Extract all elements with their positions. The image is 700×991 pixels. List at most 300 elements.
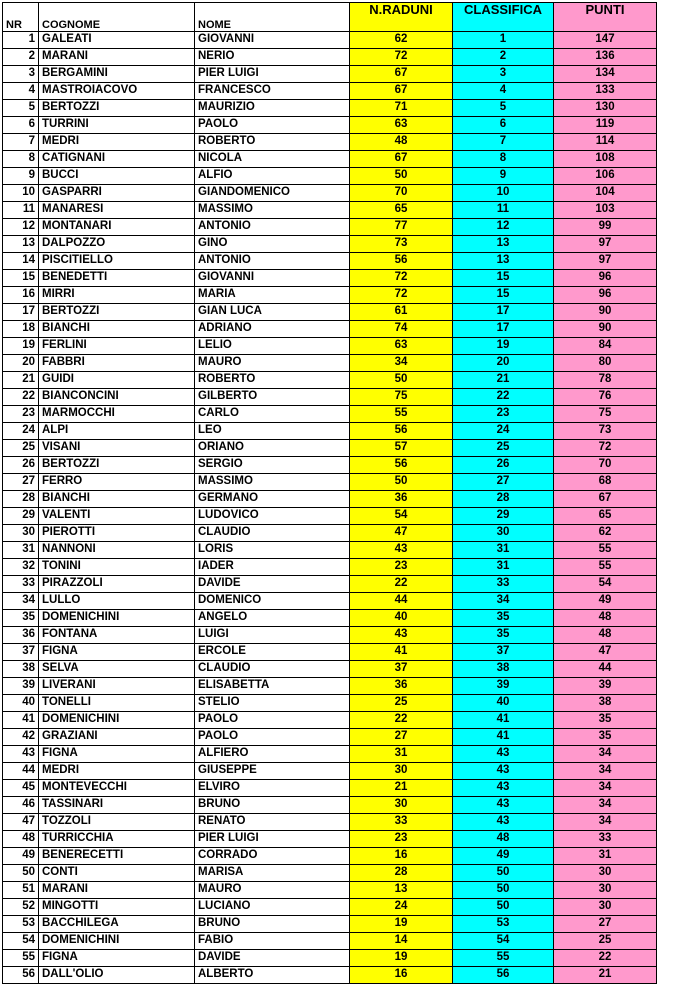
cell-raduni: 54 [350, 508, 453, 525]
cell-punti: 80 [554, 355, 657, 372]
cell-nome: ANGELO [195, 610, 350, 627]
cell-raduni: 62 [350, 32, 453, 49]
cell-punti: 97 [554, 253, 657, 270]
cell-nome: ANTONIO [195, 219, 350, 236]
cell-classifica: 31 [453, 559, 554, 576]
cell-cognome: PIEROTTI [39, 525, 195, 542]
cell-classifica: 6 [453, 117, 554, 134]
table-row [3, 202, 657, 219]
cell-nr: 41 [3, 712, 39, 729]
cell-nr: 21 [3, 372, 39, 389]
cell-nr: 52 [3, 899, 39, 916]
cell-nr: 24 [3, 423, 39, 440]
cell-raduni: 56 [350, 457, 453, 474]
cell-raduni: 28 [350, 865, 453, 882]
cell-nome: FRANCESCO [195, 83, 350, 100]
cell-punti: 96 [554, 287, 657, 304]
cell-nr: 33 [3, 576, 39, 593]
table-row [3, 185, 657, 202]
cell-nome: RENATO [195, 814, 350, 831]
cell-nome: DAVIDE [195, 950, 350, 967]
cell-nr: 27 [3, 474, 39, 491]
cell-nr: 51 [3, 882, 39, 899]
cell-raduni: 61 [350, 304, 453, 321]
cell-cognome: TURRINI [39, 117, 195, 134]
cell-punti: 147 [554, 32, 657, 49]
cell-punti: 31 [554, 848, 657, 865]
cell-cognome: BENERECETTI [39, 848, 195, 865]
cell-classifica: 15 [453, 270, 554, 287]
cell-cognome: BIANCONCINI [39, 389, 195, 406]
cell-raduni: 67 [350, 83, 453, 100]
cell-classifica: 43 [453, 763, 554, 780]
table-row [3, 882, 657, 899]
cell-raduni: 22 [350, 712, 453, 729]
cell-classifica: 12 [453, 219, 554, 236]
header-punti: PUNTI [554, 3, 657, 32]
cell-cognome: PISCITIELLO [39, 253, 195, 270]
table-row [3, 457, 657, 474]
cell-nome: GERMANO [195, 491, 350, 508]
table-row [3, 508, 657, 525]
cell-raduni: 34 [350, 355, 453, 372]
cell-nome: BRUNO [195, 916, 350, 933]
cell-nr: 9 [3, 168, 39, 185]
table-row [3, 542, 657, 559]
table-row [3, 848, 657, 865]
cell-cognome: MONTANARI [39, 219, 195, 236]
cell-classifica: 33 [453, 576, 554, 593]
cell-nome: LUDOVICO [195, 508, 350, 525]
cell-punti: 35 [554, 729, 657, 746]
cell-raduni: 55 [350, 406, 453, 423]
cell-nr: 3 [3, 66, 39, 83]
cell-classifica: 41 [453, 712, 554, 729]
cell-punti: 35 [554, 712, 657, 729]
cell-cognome: TASSINARI [39, 797, 195, 814]
table-row [3, 763, 657, 780]
cell-classifica: 40 [453, 695, 554, 712]
table-row [3, 338, 657, 355]
cell-classifica: 48 [453, 831, 554, 848]
cell-nr: 20 [3, 355, 39, 372]
cell-classifica: 39 [453, 678, 554, 695]
cell-cognome: MINGOTTI [39, 899, 195, 916]
cell-cognome: BERTOZZI [39, 100, 195, 117]
cell-punti: 119 [554, 117, 657, 134]
cell-raduni: 65 [350, 202, 453, 219]
table-row [3, 644, 657, 661]
cell-punti: 90 [554, 321, 657, 338]
table-row [3, 627, 657, 644]
cell-nr: 38 [3, 661, 39, 678]
cell-classifica: 11 [453, 202, 554, 219]
cell-raduni: 33 [350, 814, 453, 831]
cell-nome: DOMENICO [195, 593, 350, 610]
cell-nome: PAOLO [195, 117, 350, 134]
cell-classifica: 24 [453, 423, 554, 440]
cell-classifica: 7 [453, 134, 554, 151]
cell-classifica: 8 [453, 151, 554, 168]
cell-nome: PAOLO [195, 729, 350, 746]
cell-cognome: DOMENICHINI [39, 712, 195, 729]
cell-cognome: LULLO [39, 593, 195, 610]
cell-nr: 47 [3, 814, 39, 831]
cell-raduni: 16 [350, 967, 453, 984]
cell-punti: 55 [554, 559, 657, 576]
table-row [3, 865, 657, 882]
cell-raduni: 16 [350, 848, 453, 865]
cell-classifica: 30 [453, 525, 554, 542]
cell-classifica: 38 [453, 661, 554, 678]
table-row [3, 253, 657, 270]
cell-cognome: MARMOCCHI [39, 406, 195, 423]
cell-classifica: 50 [453, 882, 554, 899]
cell-raduni: 70 [350, 185, 453, 202]
table-row [3, 967, 657, 984]
cell-cognome: FIGNA [39, 950, 195, 967]
table-row [3, 746, 657, 763]
cell-classifica: 56 [453, 967, 554, 984]
cell-nome: PAOLO [195, 712, 350, 729]
cell-nome: GIANDOMENICO [195, 185, 350, 202]
cell-punti: 72 [554, 440, 657, 457]
table-row [3, 134, 657, 151]
table-row [3, 304, 657, 321]
cell-nr: 12 [3, 219, 39, 236]
cell-punti: 33 [554, 831, 657, 848]
cell-raduni: 73 [350, 236, 453, 253]
cell-classifica: 19 [453, 338, 554, 355]
cell-raduni: 72 [350, 270, 453, 287]
cell-nome: MARIA [195, 287, 350, 304]
table-row [3, 100, 657, 117]
cell-classifica: 23 [453, 406, 554, 423]
cell-raduni: 13 [350, 882, 453, 899]
table-row [3, 559, 657, 576]
header-nr: NR [3, 3, 39, 32]
cell-nr: 1 [3, 32, 39, 49]
cell-raduni: 77 [350, 219, 453, 236]
cell-nome: LUCIANO [195, 899, 350, 916]
table-row [3, 525, 657, 542]
cell-punti: 73 [554, 423, 657, 440]
cell-cognome: DOMENICHINI [39, 610, 195, 627]
cell-cognome: MIRRI [39, 287, 195, 304]
cell-nr: 25 [3, 440, 39, 457]
table-row [3, 423, 657, 440]
cell-cognome: FONTANA [39, 627, 195, 644]
cell-nome: PIER LUIGI [195, 831, 350, 848]
cell-nome: IADER [195, 559, 350, 576]
cell-nome: GIUSEPPE [195, 763, 350, 780]
cell-nome: CARLO [195, 406, 350, 423]
header-cognome: COGNOME [39, 3, 195, 32]
table-row [3, 899, 657, 916]
cell-nr: 44 [3, 763, 39, 780]
cell-cognome: FIGNA [39, 746, 195, 763]
cell-cognome: VALENTI [39, 508, 195, 525]
cell-nome: PIER LUIGI [195, 66, 350, 83]
table-row [3, 236, 657, 253]
cell-nome: LEO [195, 423, 350, 440]
cell-classifica: 26 [453, 457, 554, 474]
cell-cognome: BIANCHI [39, 491, 195, 508]
cell-nome: CORRADO [195, 848, 350, 865]
cell-raduni: 36 [350, 678, 453, 695]
cell-nome: ADRIANO [195, 321, 350, 338]
header-classifica: CLASSIFICA [453, 3, 554, 32]
table-row [3, 32, 657, 49]
cell-nome: ELVIRO [195, 780, 350, 797]
cell-nr: 39 [3, 678, 39, 695]
cell-punti: 21 [554, 967, 657, 984]
cell-punti: 76 [554, 389, 657, 406]
cell-punti: 47 [554, 644, 657, 661]
cell-classifica: 53 [453, 916, 554, 933]
cell-cognome: GASPARRI [39, 185, 195, 202]
cell-classifica: 17 [453, 321, 554, 338]
cell-raduni: 24 [350, 899, 453, 916]
table-row [3, 661, 657, 678]
cell-raduni: 23 [350, 831, 453, 848]
cell-punti: 48 [554, 627, 657, 644]
cell-raduni: 57 [350, 440, 453, 457]
cell-punti: 38 [554, 695, 657, 712]
cell-raduni: 47 [350, 525, 453, 542]
cell-classifica: 17 [453, 304, 554, 321]
table-row [3, 151, 657, 168]
cell-cognome: CATIGNANI [39, 151, 195, 168]
cell-classifica: 54 [453, 933, 554, 950]
cell-raduni: 72 [350, 287, 453, 304]
cell-cognome: GUIDI [39, 372, 195, 389]
cell-punti: 84 [554, 338, 657, 355]
cell-cognome: MARANI [39, 882, 195, 899]
cell-nome: BRUNO [195, 797, 350, 814]
cell-nr: 56 [3, 967, 39, 984]
cell-raduni: 19 [350, 950, 453, 967]
table-row [3, 678, 657, 695]
cell-punti: 54 [554, 576, 657, 593]
cell-classifica: 49 [453, 848, 554, 865]
cell-raduni: 72 [350, 49, 453, 66]
cell-raduni: 40 [350, 610, 453, 627]
cell-punti: 48 [554, 610, 657, 627]
cell-punti: 75 [554, 406, 657, 423]
cell-nr: 5 [3, 100, 39, 117]
cell-classifica: 35 [453, 627, 554, 644]
cell-nome: DAVIDE [195, 576, 350, 593]
cell-raduni: 75 [350, 389, 453, 406]
cell-punti: 106 [554, 168, 657, 185]
cell-nr: 15 [3, 270, 39, 287]
cell-nome: GIOVANNI [195, 270, 350, 287]
cell-nr: 8 [3, 151, 39, 168]
cell-punti: 67 [554, 491, 657, 508]
cell-nome: CLAUDIO [195, 525, 350, 542]
cell-nr: 13 [3, 236, 39, 253]
cell-nr: 40 [3, 695, 39, 712]
cell-classifica: 3 [453, 66, 554, 83]
cell-nome: ALFIO [195, 168, 350, 185]
cell-classifica: 2 [453, 49, 554, 66]
table-row [3, 355, 657, 372]
cell-classifica: 22 [453, 389, 554, 406]
cell-punti: 62 [554, 525, 657, 542]
table-row [3, 219, 657, 236]
cell-nr: 17 [3, 304, 39, 321]
cell-raduni: 21 [350, 780, 453, 797]
cell-nr: 16 [3, 287, 39, 304]
cell-raduni: 22 [350, 576, 453, 593]
cell-raduni: 30 [350, 797, 453, 814]
cell-classifica: 13 [453, 253, 554, 270]
cell-punti: 49 [554, 593, 657, 610]
cell-cognome: VISANI [39, 440, 195, 457]
cell-classifica: 27 [453, 474, 554, 491]
cell-nr: 54 [3, 933, 39, 950]
cell-punti: 114 [554, 134, 657, 151]
cell-nome: ALFIERO [195, 746, 350, 763]
cell-punti: 134 [554, 66, 657, 83]
table-row [3, 593, 657, 610]
cell-cognome: MONTEVECCHI [39, 780, 195, 797]
cell-nome: GIOVANNI [195, 32, 350, 49]
cell-nome: MARISA [195, 865, 350, 882]
cell-nr: 31 [3, 542, 39, 559]
cell-punti: 44 [554, 661, 657, 678]
cell-nome: GILBERTO [195, 389, 350, 406]
cell-nome: MASSIMO [195, 474, 350, 491]
cell-nome: NICOLA [195, 151, 350, 168]
cell-nr: 14 [3, 253, 39, 270]
cell-nome: GINO [195, 236, 350, 253]
cell-nr: 32 [3, 559, 39, 576]
cell-cognome: MARANI [39, 49, 195, 66]
cell-punti: 108 [554, 151, 657, 168]
table-row [3, 950, 657, 967]
cell-cognome: MASTROIACOVO [39, 83, 195, 100]
cell-nr: 4 [3, 83, 39, 100]
cell-nr: 49 [3, 848, 39, 865]
cell-raduni: 27 [350, 729, 453, 746]
cell-punti: 70 [554, 457, 657, 474]
cell-classifica: 15 [453, 287, 554, 304]
table-row [3, 474, 657, 491]
cell-punti: 133 [554, 83, 657, 100]
cell-cognome: FABBRI [39, 355, 195, 372]
table-row [3, 814, 657, 831]
cell-nr: 29 [3, 508, 39, 525]
cell-nr: 26 [3, 457, 39, 474]
cell-punti: 104 [554, 185, 657, 202]
table-row [3, 321, 657, 338]
cell-classifica: 4 [453, 83, 554, 100]
cell-punti: 39 [554, 678, 657, 695]
cell-punti: 34 [554, 814, 657, 831]
cell-nome: ANTONIO [195, 253, 350, 270]
cell-cognome: ALPI [39, 423, 195, 440]
cell-nr: 53 [3, 916, 39, 933]
cell-cognome: TURRICCHIA [39, 831, 195, 848]
cell-nr: 35 [3, 610, 39, 627]
cell-cognome: DOMENICHINI [39, 933, 195, 950]
header-nome: NOME [195, 3, 350, 32]
table-row [3, 831, 657, 848]
cell-raduni: 67 [350, 66, 453, 83]
cell-classifica: 31 [453, 542, 554, 559]
cell-cognome: GRAZIANI [39, 729, 195, 746]
cell-punti: 97 [554, 236, 657, 253]
cell-cognome: PIRAZZOLI [39, 576, 195, 593]
cell-nr: 48 [3, 831, 39, 848]
cell-raduni: 30 [350, 763, 453, 780]
cell-nome: GIAN LUCA [195, 304, 350, 321]
cell-classifica: 43 [453, 746, 554, 763]
cell-nr: 10 [3, 185, 39, 202]
cell-nome: ELISABETTA [195, 678, 350, 695]
cell-classifica: 9 [453, 168, 554, 185]
cell-punti: 34 [554, 763, 657, 780]
cell-nr: 19 [3, 338, 39, 355]
table-row [3, 797, 657, 814]
cell-nr: 42 [3, 729, 39, 746]
cell-nr: 2 [3, 49, 39, 66]
cell-nome: MAURO [195, 882, 350, 899]
cell-nr: 18 [3, 321, 39, 338]
cell-nr: 6 [3, 117, 39, 134]
cell-raduni: 44 [350, 593, 453, 610]
table-row [3, 933, 657, 950]
cell-cognome: BERTOZZI [39, 457, 195, 474]
cell-nr: 50 [3, 865, 39, 882]
cell-nome: ALBERTO [195, 967, 350, 984]
cell-nr: 46 [3, 797, 39, 814]
cell-classifica: 43 [453, 814, 554, 831]
cell-nome: ROBERTO [195, 134, 350, 151]
cell-raduni: 31 [350, 746, 453, 763]
cell-cognome: BENEDETTI [39, 270, 195, 287]
cell-raduni: 63 [350, 117, 453, 134]
cell-classifica: 41 [453, 729, 554, 746]
cell-nome: NERIO [195, 49, 350, 66]
cell-cognome: MEDRI [39, 763, 195, 780]
table-row [3, 780, 657, 797]
table-row [3, 916, 657, 933]
cell-raduni: 23 [350, 559, 453, 576]
cell-nome: ORIANO [195, 440, 350, 457]
table-row [3, 117, 657, 134]
cell-classifica: 50 [453, 865, 554, 882]
cell-nr: 30 [3, 525, 39, 542]
cell-punti: 68 [554, 474, 657, 491]
cell-classifica: 10 [453, 185, 554, 202]
cell-nome: FABIO [195, 933, 350, 950]
cell-punti: 30 [554, 899, 657, 916]
header-row [3, 3, 657, 32]
cell-punti: 34 [554, 746, 657, 763]
cell-cognome: BUCCI [39, 168, 195, 185]
cell-nr: 37 [3, 644, 39, 661]
cell-classifica: 20 [453, 355, 554, 372]
cell-cognome: DALPOZZO [39, 236, 195, 253]
cell-classifica: 35 [453, 610, 554, 627]
cell-nome: MAURIZIO [195, 100, 350, 117]
cell-classifica: 50 [453, 899, 554, 916]
cell-nr: 23 [3, 406, 39, 423]
cell-nome: MAURO [195, 355, 350, 372]
